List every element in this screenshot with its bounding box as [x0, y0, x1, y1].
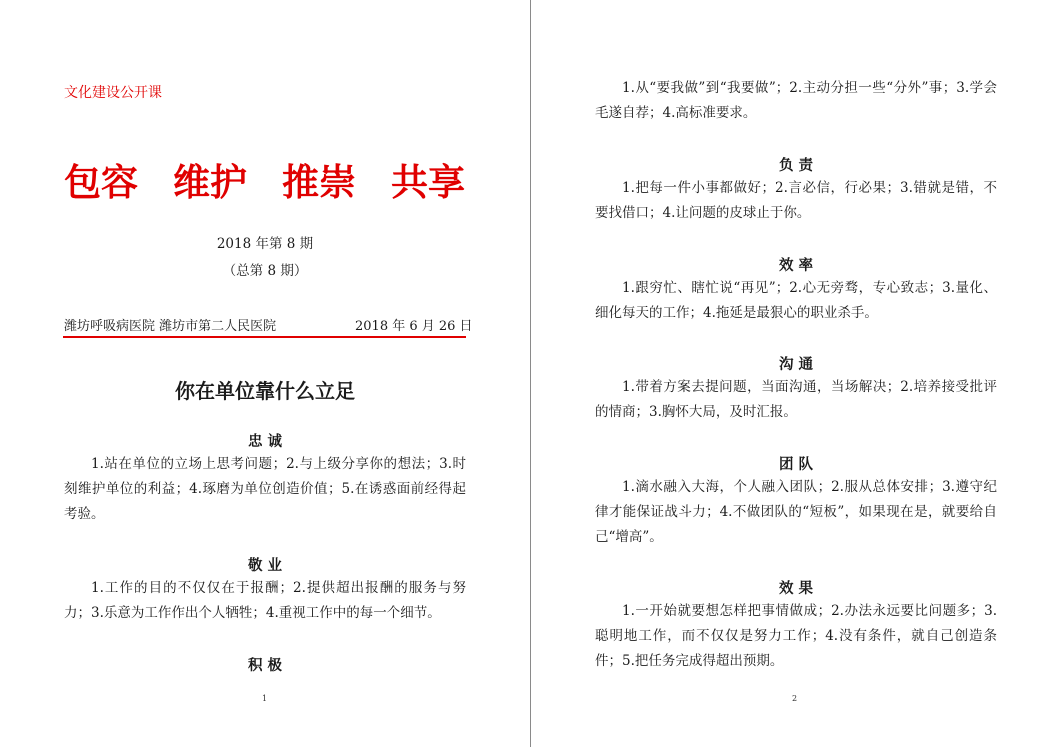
section-paragraph: 1.把每一件小事都做好；2.言必信，行必果；3.错就是错，不要找借口；4.让问题的皮球止于你。	[595, 180, 997, 221]
section-heading: 积 极	[247, 658, 283, 674]
section-paragraph: 1.滴水融入大海，个人融入团队；2.服从总体安排；3.遵守纪律才能保证战斗力；4.不做团队的“短板”，如果现在是，就要给自己“增高”。	[595, 479, 997, 545]
organizations: 潍坊呼吸病医院 潍坊市第二人民医院	[64, 319, 277, 334]
section-paragraph: 1.站在单位的立场上思考问题；2.与上级分享你的想法；3.时刻维护单位的利益；4.琢磨为单位创造价值；5.在诱惑面前经得起考验。	[64, 456, 466, 522]
article-title: 你在单位靠什么立足	[175, 379, 355, 403]
issue-total: （总第 8 期）	[222, 263, 308, 279]
section-heading: 沟 通	[778, 357, 814, 373]
page-number: 2	[792, 694, 798, 703]
section-paragraph: 1.从“要我做”到“我要做”；2.主动分担一些“分外”事；3.学会毛遂自荐；4.高标准要求。	[595, 80, 997, 121]
section-heading: 效 率	[778, 258, 814, 274]
title-word: 维护	[173, 161, 247, 204]
series-label: 文化建设公开课	[64, 85, 162, 101]
page-2	[531, 0, 1060, 747]
title-word: 推崇	[282, 161, 356, 204]
section-heading: 负 责	[778, 158, 814, 174]
section-paragraph: 1.带着方案去提问题，当面沟通，当场解决；2.培养接受批评的情商；3.胸怀大局，及时汇报。	[595, 379, 997, 420]
section-heading: 效 果	[778, 581, 814, 597]
title-word: 共享	[391, 161, 465, 204]
title-word: 包容	[64, 161, 138, 204]
section-heading: 敬 业	[247, 558, 283, 574]
page-number: 1	[262, 694, 268, 703]
issue-number: 2018 年第 8 期	[216, 236, 314, 252]
section-paragraph: 1.工作的目的不仅仅在于报酬；2.提供超出报酬的服务与努力；3.乐意为工作作出个人牺牲；4.重视工作中的每一个细节。	[64, 580, 466, 621]
section-heading: 团 队	[778, 457, 814, 473]
section-heading: 忠 诚	[247, 434, 283, 450]
section-paragraph: 1.跟穷忙、瞎忙说“再见”；2.心无旁骛，专心致志；3.量化、细化每天的工作；4.拖延是最狠心的职业杀手。	[595, 280, 997, 321]
publish-date: 2018 年 6 月 26 日	[355, 319, 473, 334]
section-paragraph: 1.一开始就要想怎样把事情做成；2.办法永远要比问题多；3.聪明地工作，而不仅仅是努力工作；4.没有条件，就自己创造条件；5.把任务完成得超出预期。	[595, 603, 997, 669]
header-rule	[63, 336, 466, 338]
